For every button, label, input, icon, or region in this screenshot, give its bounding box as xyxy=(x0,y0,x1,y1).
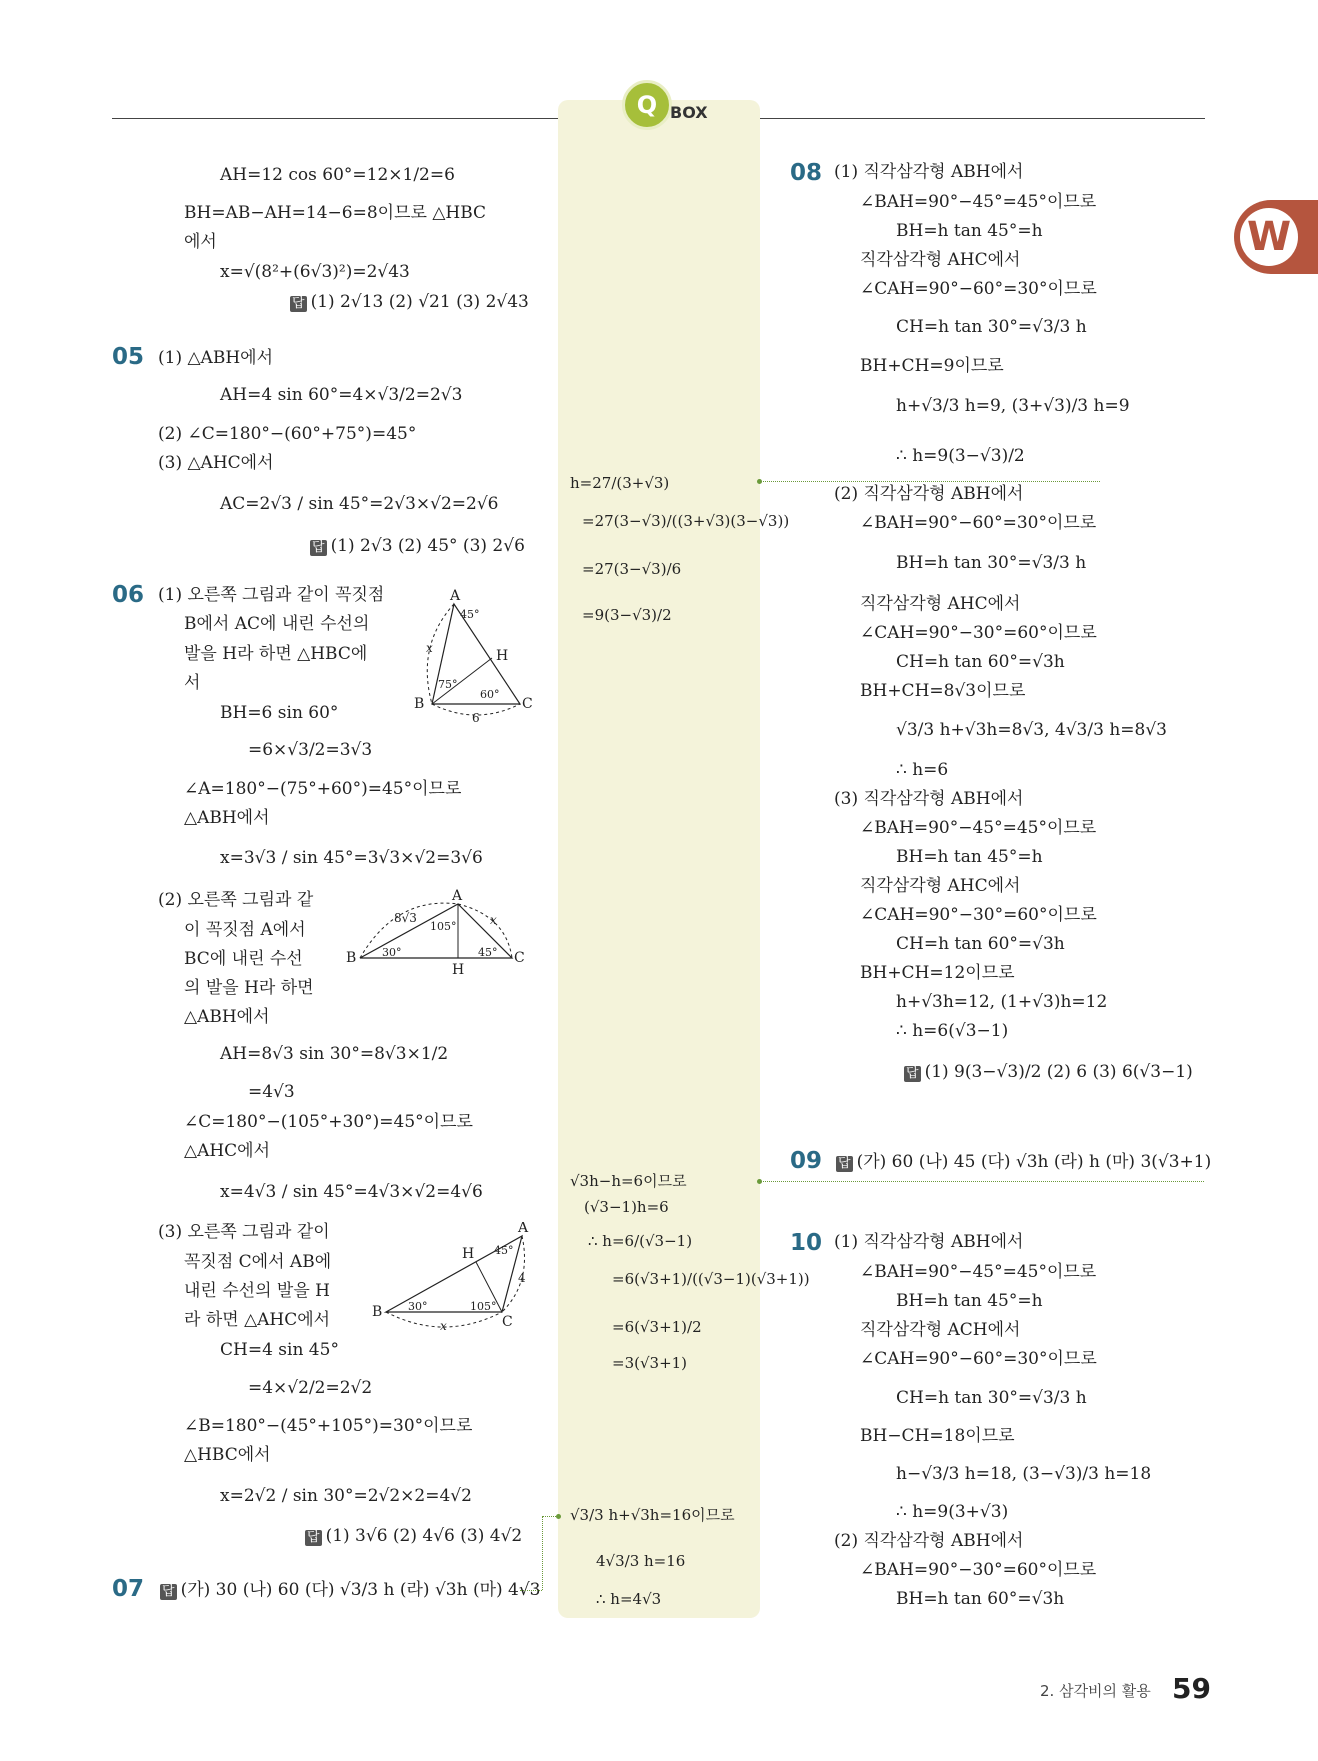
problem-number-07: 07 xyxy=(112,1576,145,1602)
text-line: 직각삼각형 AHC에서 xyxy=(860,250,1021,270)
math-line: =4√3 xyxy=(248,1082,295,1102)
problem-number-09: 09 xyxy=(790,1148,823,1174)
math-line: BH+CH=12이므로 xyxy=(860,963,1015,983)
text-line: 직각삼각형 AHC에서 xyxy=(860,594,1021,614)
math-line: CH=4 sin 45° xyxy=(220,1340,339,1360)
math-line: BH+CH=9이므로 xyxy=(860,356,1004,376)
math-line: h−√3/3 h=18, (3−√3)/3 h=18 xyxy=(896,1464,1152,1484)
text-line: 직각삼각형 AHC에서 xyxy=(860,876,1021,896)
label-h: H xyxy=(462,1246,475,1262)
qbox-line: ∴ h=6/(√3−1) xyxy=(588,1232,693,1250)
math-line: AC=2√3 / sin 45°=2√3×√2=2√6 xyxy=(220,494,499,514)
connector-line xyxy=(760,481,1100,482)
connector-line xyxy=(760,1181,1204,1182)
math-line: (3) △AHC에서 xyxy=(158,453,274,473)
text-line: 라 하면 △AHC에서 xyxy=(184,1310,331,1330)
text-line: (3) 직각삼각형 ABH에서 xyxy=(834,789,1024,809)
math-line: x=4√3 / sin 45°=4√3×√2=4√6 xyxy=(220,1182,483,1202)
text-line: (2) 오른쪽 그림과 같 xyxy=(158,890,314,910)
angle-a: 45° xyxy=(460,608,480,621)
math-line: BH=h tan 45°=h xyxy=(896,1291,1043,1311)
qbox-line: =6(√3+1)/2 xyxy=(612,1318,702,1336)
math-line: x=√(8²+(6√3)²)=2√43 xyxy=(220,262,410,282)
answer-line: 답 (가) 60 (나) 45 (다) √3h (라) h (마) 3(√3+1) xyxy=(836,1152,1211,1172)
math-line: △HBC에서 xyxy=(184,1445,271,1465)
label-b: B xyxy=(414,696,425,712)
math-line: AH=4 sin 60°=4×√3/2=2√3 xyxy=(220,385,463,405)
math-line: CH=h tan 30°=√3/3 h xyxy=(896,1388,1087,1408)
connector-line xyxy=(542,1516,543,1590)
math-line: BH+CH=8√3이므로 xyxy=(860,681,1026,701)
side-ab: 8√3 xyxy=(394,911,417,925)
math-line: ∠A=180°−(75°+60°)=45°이므로 xyxy=(184,779,462,799)
math-line: ∴ h=9(3+√3) xyxy=(896,1502,1009,1522)
text-line: B에서 AC에 내린 수선의 xyxy=(184,614,370,634)
angle-b: 30° xyxy=(382,946,402,959)
math-line: ∠BAH=90°−30°=60°이므로 xyxy=(860,1560,1097,1580)
text-line: (1) 직각삼각형 ABH에서 xyxy=(834,162,1024,182)
math-line: (1) △ABH에서 xyxy=(158,348,273,368)
math-line: BH=AB−AH=14−6=8이므로 △HBC xyxy=(184,203,487,223)
side-tab-w-icon: W xyxy=(1240,208,1298,266)
math-line: x=3√3 / sin 45°=3√3×√2=3√6 xyxy=(220,848,483,868)
math-line: ∠CAH=90°−60°=30°이므로 xyxy=(860,279,1097,299)
math-line: =6×√3/2=3√3 xyxy=(248,740,373,760)
math-line: CH=h tan 30°=√3/3 h xyxy=(896,317,1087,337)
text-line: 의 발을 H라 하면 xyxy=(184,978,314,998)
math-line: AH=8√3 sin 30°=8√3×1/2 xyxy=(220,1044,449,1064)
text-line: 직각삼각형 ACH에서 xyxy=(860,1320,1021,1340)
math-line: BH=h tan 30°=√3/3 h xyxy=(896,553,1087,573)
answer-line: 답 (가) 30 (나) 60 (다) √3/3 h (라) √3h (마) 4√3 xyxy=(160,1580,541,1600)
math-line: ∴ h=6(√3−1) xyxy=(896,1021,1009,1041)
math-line: △ABH에서 xyxy=(184,808,270,828)
math-line: BH=6 sin 60° xyxy=(220,703,339,723)
math-line: =4×√2/2=2√2 xyxy=(248,1378,373,1398)
angle-c: 60° xyxy=(480,688,500,701)
answer-line: 답 (1) 2√3 (2) 45° (3) 2√6 xyxy=(310,536,525,556)
math-line: △AHC에서 xyxy=(184,1141,271,1161)
qbox-badge-icon: Q xyxy=(622,80,672,130)
label-h: H xyxy=(452,962,465,978)
math-line: (2) ∠C=180°−(60°+75°)=45° xyxy=(158,424,417,444)
label-h: H xyxy=(496,648,509,664)
problem-number-10: 10 xyxy=(790,1230,823,1256)
text-line: 내린 수선의 발을 H xyxy=(184,1281,330,1301)
connector-dot xyxy=(556,1514,561,1519)
math-line: ∠CAH=90°−30°=60°이므로 xyxy=(860,905,1097,925)
connector-dot xyxy=(757,479,762,484)
side-x: x xyxy=(490,913,497,927)
triangle-figure-2 xyxy=(346,886,536,978)
math-line: AH=12 cos 60°=12×1/2=6 xyxy=(220,165,455,185)
connector-dot xyxy=(757,1179,762,1184)
side-x: x xyxy=(440,1319,447,1332)
text-line: 이 꼭짓점 A에서 xyxy=(184,920,306,940)
math-line: ∠B=180°−(45°+105°)=30°이므로 xyxy=(184,1416,473,1436)
angle-c: 45° xyxy=(478,946,498,959)
math-line: ∠C=180°−(105°+30°)=45°이므로 xyxy=(184,1112,473,1132)
math-line: ∴ h=6 xyxy=(896,760,949,780)
text-line: (2) 직각삼각형 ABH에서 xyxy=(834,484,1024,504)
label-b: B xyxy=(346,950,357,966)
math-line: BH=h tan 45°=h xyxy=(896,847,1043,867)
qbox-line: √3/3 h+√3h=16이므로 xyxy=(570,1506,735,1524)
math-line: ∴ h=9(3−√3)/2 xyxy=(896,446,1025,466)
side-bc: 6 xyxy=(472,711,480,725)
qbox-line: =27(3−√3)/((3+√3)(3−√3)) xyxy=(582,512,790,530)
math-line: ∠BAH=90°−45°=45°이므로 xyxy=(860,192,1097,212)
qbox-line: =6(√3+1)/((√3−1)(√3+1)) xyxy=(612,1270,810,1288)
text-line: 서 xyxy=(184,673,201,693)
problem-number-08: 08 xyxy=(790,160,823,186)
problem-number-05: 05 xyxy=(112,344,145,370)
side-ac: 4 xyxy=(518,1271,526,1285)
qbox-line: (√3−1)h=6 xyxy=(584,1198,669,1216)
triangle-figure-3 xyxy=(370,1222,540,1332)
answer-line: 답 (1) 3√6 (2) 4√6 (3) 4√2 xyxy=(305,1526,522,1546)
connector-line xyxy=(520,1590,542,1591)
text-line: BC에 내린 수선 xyxy=(184,949,303,969)
math-line: BH=h tan 45°=h xyxy=(896,221,1043,241)
problem-number-06: 06 xyxy=(112,582,145,608)
qbox-line: =3(√3+1) xyxy=(612,1354,688,1372)
qbox-line: √3h−h=6이므로 xyxy=(570,1172,687,1190)
angle-b: 30° xyxy=(408,1300,428,1313)
text-line: (3) 오른쪽 그림과 같이 xyxy=(158,1222,330,1242)
label-a: A xyxy=(450,588,461,604)
angle-b: 75° xyxy=(438,678,458,691)
math-line: h+√3/3 h=9, (3+√3)/3 h=9 xyxy=(896,396,1130,416)
math-line: ∠CAH=90°−30°=60°이므로 xyxy=(860,623,1097,643)
math-line: BH−CH=18이므로 xyxy=(860,1426,1015,1446)
qbox-line: =27(3−√3)/6 xyxy=(582,560,682,578)
chapter-title: 2. 삼각비의 활용 xyxy=(1040,1682,1151,1700)
math-line: ∠BAH=90°−45°=45°이므로 xyxy=(860,818,1097,838)
qbox-label: BOX xyxy=(670,103,708,122)
answer-line: 답 (1) 2√13 (2) √21 (3) 2√43 xyxy=(290,292,529,312)
math-line: CH=h tan 60°=√3h xyxy=(896,652,1065,672)
text-line: (1) 직각삼각형 ABH에서 xyxy=(834,1232,1024,1252)
math-line: ∠BAH=90°−60°=30°이므로 xyxy=(860,513,1097,533)
triangle-figure-1 xyxy=(412,586,542,726)
math-line: √3/3 h+√3h=8√3, 4√3/3 h=8√3 xyxy=(896,720,1167,740)
label-c: C xyxy=(502,1314,513,1330)
label-a: A xyxy=(518,1222,529,1236)
angle-a: 45° xyxy=(494,1244,514,1257)
label-c: C xyxy=(514,950,525,966)
side-x: x xyxy=(426,641,433,655)
label-b: B xyxy=(372,1304,383,1320)
math-line: BH=h tan 60°=√3h xyxy=(896,1589,1065,1609)
math-line: ∠BAH=90°−45°=45°이므로 xyxy=(860,1262,1097,1282)
math-line: CH=h tan 60°=√3h xyxy=(896,934,1065,954)
text-line: (1) 오른쪽 그림과 같이 꼭짓점 xyxy=(158,585,385,605)
qbox-line: 4√3/3 h=16 xyxy=(596,1552,686,1570)
qbox-line: =9(3−√3)/2 xyxy=(582,606,672,624)
qbox-column xyxy=(558,100,760,1618)
text-line: 발을 H라 하면 △HBC에 xyxy=(184,644,368,664)
label-a: A xyxy=(452,888,463,904)
qbox-line: ∴ h=4√3 xyxy=(596,1590,662,1608)
math-line: 에서 xyxy=(184,232,217,252)
text-line: 꼭짓점 C에서 AB에 xyxy=(184,1252,332,1272)
text-line: (2) 직각삼각형 ABH에서 xyxy=(834,1531,1024,1551)
text-line: △ABH에서 xyxy=(184,1007,270,1027)
angle-c: 105° xyxy=(470,1300,497,1313)
qbox-line: h=27/(3+√3) xyxy=(570,474,670,492)
math-line: ∠CAH=90°−60°=30°이므로 xyxy=(860,1349,1097,1369)
page-number: 59 xyxy=(1172,1672,1211,1705)
angle-a: 105° xyxy=(430,920,457,933)
math-line: x=2√2 / sin 30°=2√2×2=4√2 xyxy=(220,1486,472,1506)
math-line: h+√3h=12, (1+√3)h=12 xyxy=(896,992,1108,1012)
answer-line: 답 (1) 9(3−√3)/2 (2) 6 (3) 6(√3−1) xyxy=(904,1062,1193,1082)
label-c: C xyxy=(522,696,533,712)
